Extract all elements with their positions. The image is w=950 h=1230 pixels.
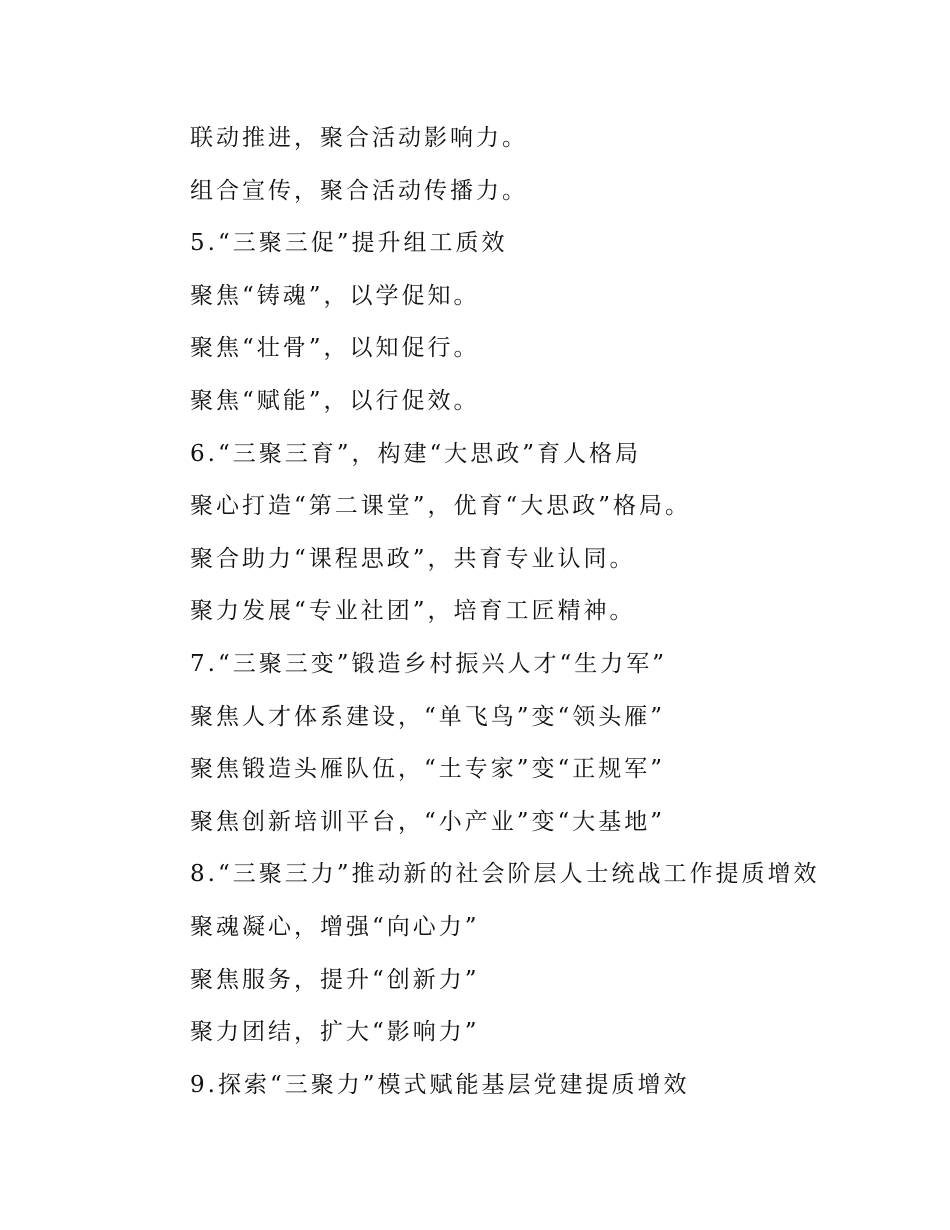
text-line: 聚焦服务，提升“创新力” — [190, 966, 480, 993]
section-heading: 5.“三聚三促”提升组工质效 — [190, 230, 508, 257]
text-line: 聚力发展“专业社团”，培育工匠精神。 — [190, 598, 636, 625]
text-line: 聚合助力“课程思政”，共育专业认同。 — [190, 545, 636, 572]
text-line: 聚焦“赋能”，以行促效。 — [190, 387, 480, 414]
text-line: 聚焦人才体系建设，“单飞鸟”变“领头雁” — [190, 703, 666, 730]
document-body — [190, 112, 890, 1111]
text-line: 聚心打造“第二课堂”，优育“大思政”格局。 — [190, 493, 692, 520]
text-line: 聚焦“壮骨”，以知促行。 — [190, 335, 480, 362]
text-line: 联动推进，聚合活动影响力。 — [190, 125, 528, 151]
text-line: 组合宣传，聚合活动传播力。 — [190, 177, 528, 204]
text-line: 聚焦“铸魂”，以学促知。 — [190, 282, 480, 309]
section-heading: 8.“三聚三力”推动新的社会阶层人士统战工作提质增效 — [190, 861, 820, 888]
text-line: 聚焦锻造头雁队伍，“土专家”变“正规军” — [190, 756, 666, 783]
section-heading: 9.探索“三聚力”模式赋能基层党建提质增效 — [190, 1071, 690, 1098]
text-line: 聚力团结，扩大“影响力” — [190, 1019, 480, 1046]
section-heading: 6.“三聚三育”，构建“大思政”育人格局 — [190, 440, 641, 467]
text-line: 聚焦创新培训平台，“小产业”变“大基地” — [190, 808, 666, 835]
text-line: 聚魂凝心，增强“向心力” — [190, 913, 480, 940]
section-heading: 7.“三聚三变”锻造乡村振兴人才“生力军” — [190, 650, 667, 677]
